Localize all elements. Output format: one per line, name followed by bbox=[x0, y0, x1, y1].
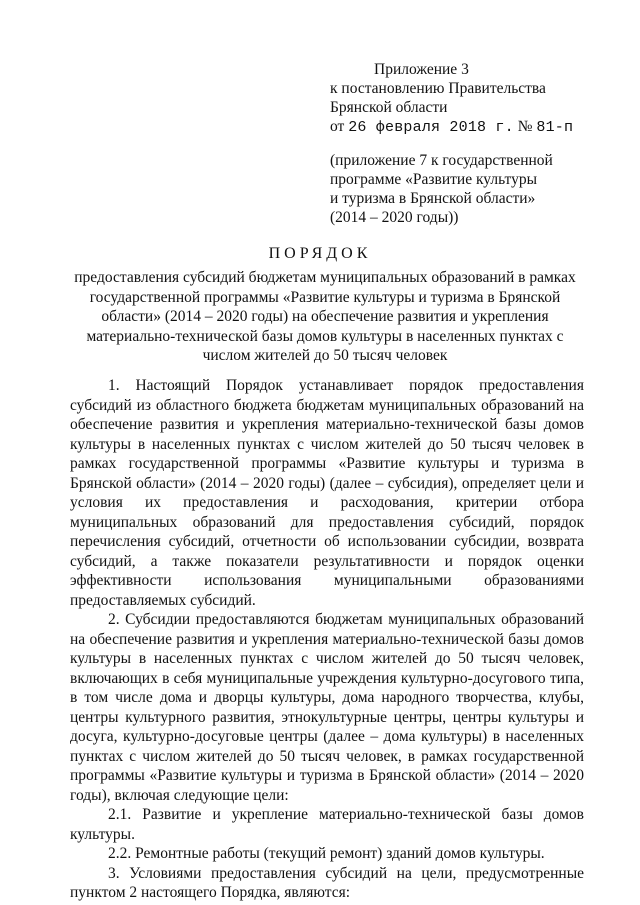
paragraph-2: 2. Субсидии предоставляются бюджетам муниципальных образований на обеспечение развития и укрепления материально-технической базы домов культуры в населенных пунктах с числом жителей до 50 тысяч человек, включающих в себя муниципальные учреждения культурно-досугового типа, в том числе дома и дворцы культуры, дома народного творчества, клубы, центры культурного развития, этнокультурные центры, центры культуры и досуга, культурно-досуговые центры (далее – дома культуры) в населенных пунктах с числом жителей до 50 тысяч человек, в рамках государственной программы «Развитие культуры и туризма в Брянской области» (2014 – 2020 годы), включая следующие цели: bbox=[70, 611, 584, 804]
document-subtitle: предоставления субсидий бюджетам муниципальных образований в рамках государственной программы «Развитие культуры и туризма в Брянской области» (2014 – 2020 годы) на обеспечение развития и укрепления материально-технической базы домов культуры в населенных пунктах с числом жителей до 50 тысяч человек bbox=[74, 269, 576, 364]
appendix-date-line bbox=[330, 117, 620, 137]
paragraph-2-2: 2.2. Ремонтные работы (текущий ремонт) зданий домов культуры. bbox=[108, 845, 545, 862]
appendix-note-line-1: (приложение 7 к государственной bbox=[330, 152, 553, 169]
document-body bbox=[70, 376, 584, 903]
paragraph-1: 1. Настоящий Порядок устанавливает порядок предоставления субсидий из областного бюджета бюджетам муниципальных образований на обеспечение развития и укрепления материально-технической базы домов культуры в населенных пунктах с числом жителей до 50 тысяч человек в рамках государственной программы «Развитие культуры и туризма в Брянской области» (2014 – 2020 годы) (далее – субсидия), определяет цели и условия их предоставления и расходования, критерии отбора муниципальных образований для предоставления субсидий, порядок перечисления субсидий, отчетности об использовании субсидии, возврата субсидий, а также показатели результативности и порядок оценки эффективности использования муниципальными образованиями предоставляемых субсидий. bbox=[70, 377, 584, 609]
appendix-region-line: Брянской области bbox=[330, 99, 448, 116]
decree-date: 26 февраля 2018 г. bbox=[348, 119, 514, 136]
appendix-note-line-4: (2014 – 2020 годы)) bbox=[330, 209, 459, 226]
date-prefix: от bbox=[330, 118, 345, 135]
appendix-note-line-3: и туризма в Брянской области» bbox=[330, 190, 536, 207]
document-title: ПОРЯДОК bbox=[268, 245, 372, 262]
decree-number: 81-п bbox=[536, 119, 574, 136]
appendix-number: Приложение 3 bbox=[374, 61, 469, 78]
paragraph-3: 3. Условиями предоставления субсидий на цели, предусмотренные пунктом 2 настоящего Порядка, являются: bbox=[70, 864, 584, 901]
appendix-decree-line: к постановлению Правительства bbox=[330, 80, 546, 97]
appendix-header bbox=[330, 60, 620, 227]
number-sign: № bbox=[517, 118, 533, 135]
appendix-note-line-2: программе «Развитие культуры bbox=[330, 171, 538, 188]
paragraph-2-1: 2.1. Развитие и укрепление материально-технической базы домов культуры. bbox=[70, 806, 584, 843]
